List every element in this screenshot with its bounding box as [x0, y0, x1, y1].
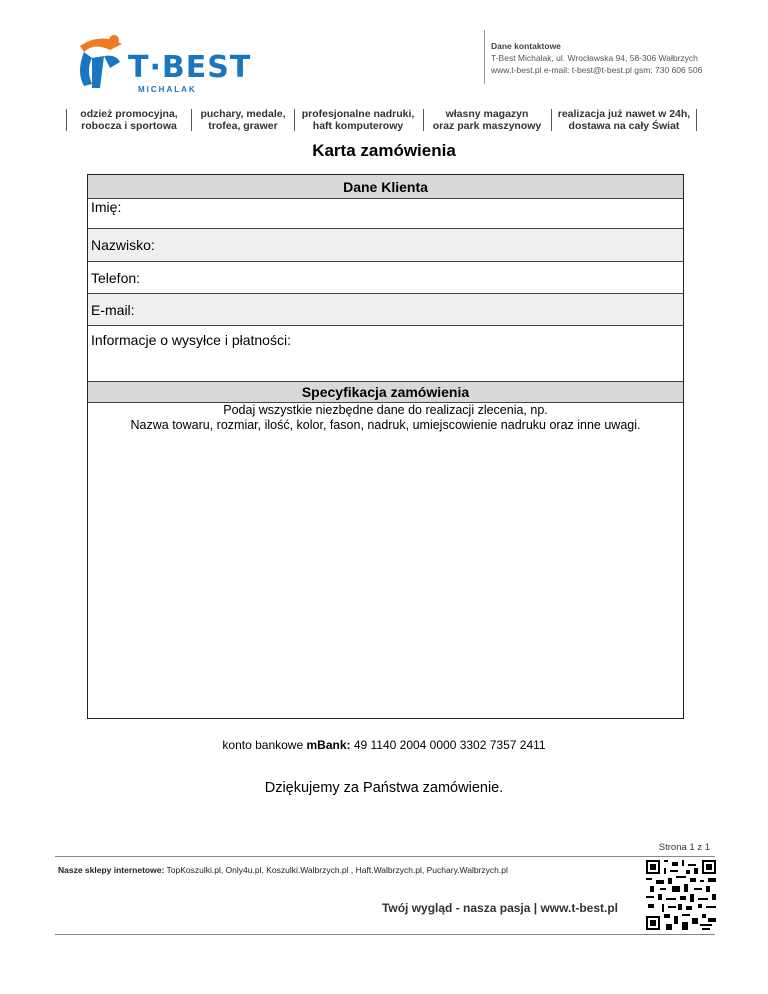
page-number: Strona 1 z 1 — [658, 842, 710, 853]
footer-slogan: Twój wygląd - nasza pasja | www.t-best.pl — [381, 901, 618, 915]
feature-line: oraz park maszynowy — [432, 120, 542, 132]
feature-item — [426, 108, 548, 132]
email-field[interactable]: E-mail: — [88, 294, 683, 326]
feature-line: trofea, grawer — [208, 120, 278, 132]
spec-section-heading: Specyfikacja zamówienia — [88, 382, 683, 403]
company-logo — [70, 28, 250, 98]
footer-divider — [55, 856, 715, 857]
feature-line: dostawa na cały Świat — [568, 120, 680, 132]
feature-line: profesjonalne nadruki, — [301, 108, 415, 120]
last-name-field[interactable]: Nazwisko: — [88, 229, 683, 262]
feature-line: robocza i sportowa — [81, 120, 177, 132]
bank-number: 49 1140 2004 0000 3302 7357 2411 — [350, 738, 546, 752]
bank-account — [0, 738, 768, 752]
contact-divider — [484, 30, 485, 84]
shops-list: TopKoszulki.pl, Only4u.pl, Koszulki.Walbrzych.pl , Haft.Walbrzych.pl, Puchary.Walbrzych.pl — [164, 865, 508, 875]
feature-line: odzież promocyjna, — [80, 108, 178, 120]
feature-divider — [551, 109, 552, 131]
spec-instructions[interactable] — [88, 403, 683, 433]
logo-subtext: MICHALAK — [138, 85, 197, 94]
bank-prefix: konto bankowe — [222, 738, 307, 752]
footer-bottom-divider — [55, 934, 715, 935]
qr-code-icon — [646, 860, 716, 930]
feature-item — [70, 108, 188, 132]
logo-text: T·BEST — [128, 50, 252, 85]
first-name-field[interactable]: Imię: — [88, 199, 683, 229]
shipping-payment-field[interactable]: Informacje o wysyłce i płatności: — [88, 326, 683, 382]
feature-line: własny magazyn — [445, 108, 529, 120]
thank-you-note: Dziękujemy za Państwa zamówienie. — [264, 780, 504, 796]
shops-label: Nasze sklepy internetowe: — [58, 865, 165, 875]
feature-item — [298, 108, 418, 132]
order-form — [87, 174, 684, 719]
feature-line: puchary, medale, — [200, 108, 286, 120]
bank-name: mBank: — [306, 738, 351, 752]
spec-instruction-line: Podaj wszystkie niezbędne dane do realizacji zlecenia, np. — [223, 403, 548, 417]
feature-item — [555, 108, 693, 132]
feature-item — [195, 108, 291, 132]
feature-line: realizacja już nawet w 24h, — [557, 108, 691, 120]
page-title: Karta zamówienia — [312, 141, 456, 160]
client-section-heading: Dane Klienta — [88, 175, 683, 199]
contact-heading: Dane kontaktowe — [491, 41, 561, 51]
feature-divider — [696, 109, 697, 131]
feature-divider — [191, 109, 192, 131]
phone-field[interactable]: Telefon: — [88, 262, 683, 294]
contact-web-email: www.t-best.pl e-mail: t-best@t-best.pl gsm: 730 606 506 — [491, 65, 703, 75]
feature-divider — [423, 109, 424, 131]
feature-divider — [66, 109, 67, 131]
contact-block — [491, 40, 702, 76]
feature-line: haft komputerowy — [312, 120, 404, 132]
spec-instruction-line: Nazwa towaru, rozmiar, ilość, kolor, fason, nadruk, umiejscowienie nadruku oraz inne uwagi. — [130, 418, 641, 432]
contact-address: T-Best Michalak, ul. Wrocławska 94, 58-306 Wałbrzych — [491, 53, 698, 63]
feature-divider — [294, 109, 295, 131]
online-shops — [58, 865, 508, 875]
